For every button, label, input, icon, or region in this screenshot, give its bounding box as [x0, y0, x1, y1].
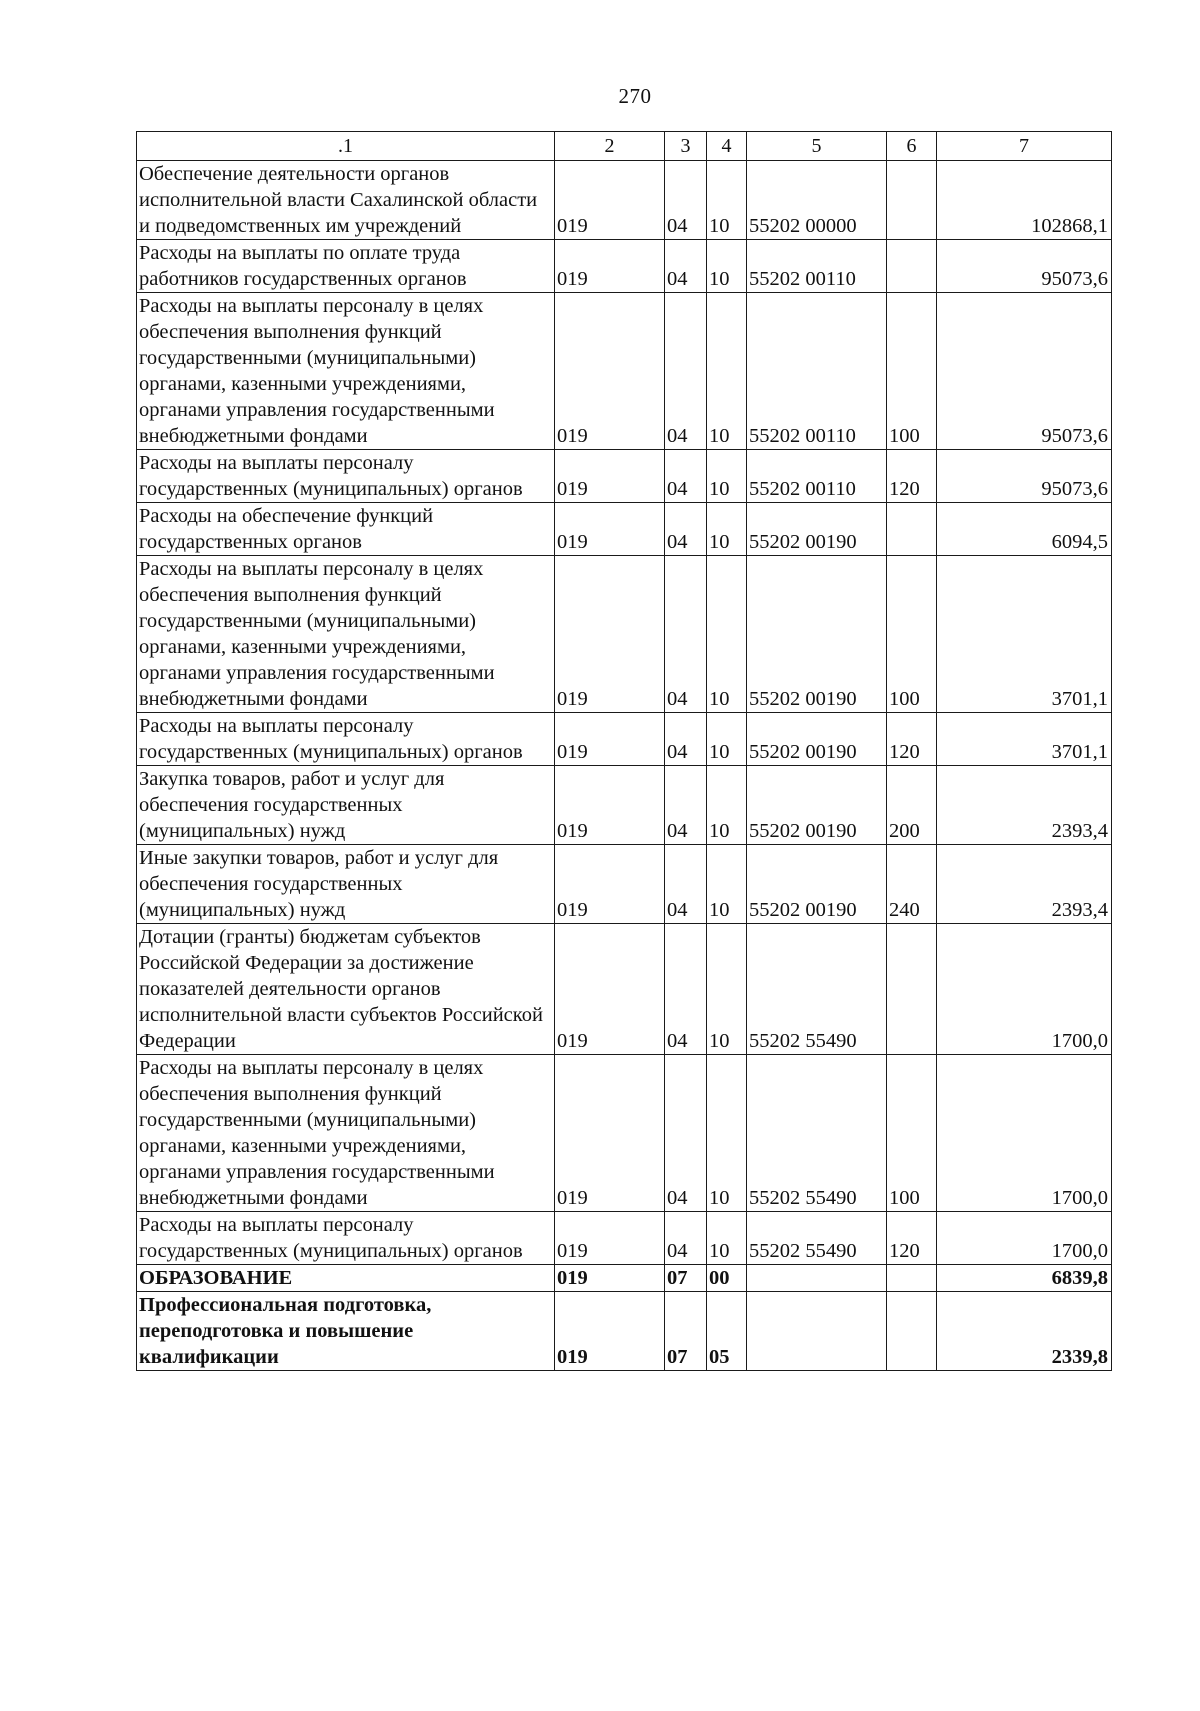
- target-article-code: 55202 00190: [747, 845, 887, 924]
- amount-value: 3701,1: [937, 556, 1112, 713]
- section-code: 04: [665, 924, 707, 1055]
- section-code: 04: [665, 293, 707, 450]
- ministry-code: 019: [555, 1055, 665, 1212]
- section-code: 04: [665, 503, 707, 556]
- table-row: [137, 161, 1112, 240]
- expense-item-name: Расходы на обеспечение функций государственных органов: [137, 503, 555, 556]
- subsection-code: 00: [707, 1265, 747, 1292]
- target-article-code: 55202 00110: [747, 450, 887, 503]
- target-article-code: [747, 1265, 887, 1292]
- ministry-code: 019: [555, 1212, 665, 1265]
- table-row: [137, 293, 1112, 450]
- table-row: [137, 556, 1112, 713]
- section-code: 04: [665, 161, 707, 240]
- expense-type-code: 120: [887, 1212, 937, 1265]
- section-code: 04: [665, 556, 707, 713]
- expense-item-name: Расходы на выплаты персоналу государственных (муниципальных) органов: [137, 450, 555, 503]
- target-article-code: 55202 00190: [747, 503, 887, 556]
- ministry-code: 019: [555, 845, 665, 924]
- amount-value: 95073,6: [937, 240, 1112, 293]
- ministry-code: 019: [555, 766, 665, 845]
- ministry-code: 019: [555, 293, 665, 450]
- ministry-code: 019: [555, 713, 665, 766]
- ministry-code: 019: [555, 240, 665, 293]
- expense-item-name: Расходы на выплаты персоналу государственных (муниципальных) органов: [137, 1212, 555, 1265]
- subsection-code: 10: [707, 713, 747, 766]
- section-code: 04: [665, 845, 707, 924]
- page-number: 270: [618, 84, 652, 108]
- expense-item-name: Дотации (гранты) бюджетам субъектов Российской Федерации за достижение показателей деятельности органов исполнительной власти субъектов Российской Федерации: [137, 924, 555, 1055]
- subsection-code: 10: [707, 845, 747, 924]
- expense-item-name: Иные закупки товаров, работ и услуг для обеспечения государственных (муниципальных) нужд: [137, 845, 555, 924]
- expense-type-code: 120: [887, 450, 937, 503]
- target-article-code: 55202 00190: [747, 713, 887, 766]
- table-row: [137, 1292, 1112, 1371]
- section-code: 07: [665, 1292, 707, 1371]
- subsection-code: 10: [707, 293, 747, 450]
- subsection-code: 10: [707, 240, 747, 293]
- expense-type-code: [887, 1292, 937, 1371]
- amount-value: 2339,8: [937, 1292, 1112, 1371]
- amount-value: 1700,0: [937, 1055, 1112, 1212]
- table-row: [137, 240, 1112, 293]
- section-code: 04: [665, 766, 707, 845]
- column-header: .1: [137, 132, 555, 161]
- expense-item-name: Закупка товаров, работ и услуг для обеспечения государственных (муниципальных) нужд: [137, 766, 555, 845]
- table-header-row: [137, 132, 1112, 161]
- expense-type-code: [887, 240, 937, 293]
- amount-value: 3701,1: [937, 713, 1112, 766]
- expense-item-name: Обеспечение деятельности органов исполнительной власти Сахалинской области и подведомственных им учреждений: [137, 161, 555, 240]
- subsection-code: 10: [707, 503, 747, 556]
- column-header: 2: [555, 132, 665, 161]
- subsection-code: 10: [707, 450, 747, 503]
- table-row: [137, 766, 1112, 845]
- section-code: 07: [665, 1265, 707, 1292]
- budget-table: [136, 131, 1112, 1371]
- column-header: 7: [937, 132, 1112, 161]
- table-row: [137, 450, 1112, 503]
- expense-item-name: ОБРАЗОВАНИЕ: [137, 1265, 555, 1292]
- expense-item-name: Расходы на выплаты персоналу в целях обеспечения выполнения функций государственными (муниципальными) органами, казенными учреждениями, органами управления государственными внебюджетными фондами: [137, 556, 555, 713]
- target-article-code: [747, 1292, 887, 1371]
- table-row: [137, 503, 1112, 556]
- expense-item-name: Профессиональная подготовка, переподготовка и повышение квалификации: [137, 1292, 555, 1371]
- section-code: 04: [665, 1055, 707, 1212]
- subsection-code: 05: [707, 1292, 747, 1371]
- column-header: 3: [665, 132, 707, 161]
- subsection-code: 10: [707, 556, 747, 713]
- target-article-code: 55202 00110: [747, 293, 887, 450]
- amount-value: 6094,5: [937, 503, 1112, 556]
- expense-item-name: Расходы на выплаты персоналу в целях обеспечения выполнения функций государственными (муниципальными) органами, казенными учреждениями, органами управления государственными внебюджетными фондами: [137, 293, 555, 450]
- expense-type-code: [887, 924, 937, 1055]
- subsection-code: 10: [707, 1212, 747, 1265]
- amount-value: 2393,4: [937, 845, 1112, 924]
- table-row: [137, 1055, 1112, 1212]
- ministry-code: 019: [555, 924, 665, 1055]
- target-article-code: 55202 55490: [747, 1212, 887, 1265]
- subsection-code: 10: [707, 1055, 747, 1212]
- column-header: 6: [887, 132, 937, 161]
- column-header: 5: [747, 132, 887, 161]
- target-article-code: 55202 00110: [747, 240, 887, 293]
- column-header: 4: [707, 132, 747, 161]
- expense-type-code: [887, 1265, 937, 1292]
- section-code: 04: [665, 240, 707, 293]
- ministry-code: 019: [555, 161, 665, 240]
- table-row: [137, 1212, 1112, 1265]
- expense-item-name: Расходы на выплаты персоналу в целях обеспечения выполнения функций государственными (муниципальными) органами, казенными учреждениями, органами управления государственными внебюджетными фондами: [137, 1055, 555, 1212]
- ministry-code: 019: [555, 556, 665, 713]
- target-article-code: 55202 00190: [747, 766, 887, 845]
- expense-type-code: [887, 503, 937, 556]
- ministry-code: 019: [555, 1265, 665, 1292]
- subsection-code: 10: [707, 924, 747, 1055]
- amount-value: 1700,0: [937, 1212, 1112, 1265]
- table-body: [137, 161, 1112, 1371]
- expense-type-code: 240: [887, 845, 937, 924]
- expense-item-name: Расходы на выплаты персоналу государственных (муниципальных) органов: [137, 713, 555, 766]
- amount-value: 6839,8: [937, 1265, 1112, 1292]
- amount-value: 95073,6: [937, 293, 1112, 450]
- section-code: 04: [665, 1212, 707, 1265]
- subsection-code: 10: [707, 161, 747, 240]
- target-article-code: 55202 55490: [747, 1055, 887, 1212]
- target-article-code: 55202 00190: [747, 556, 887, 713]
- ministry-code: 019: [555, 503, 665, 556]
- expense-item-name: Расходы на выплаты по оплате труда работников государственных органов: [137, 240, 555, 293]
- amount-value: 2393,4: [937, 766, 1112, 845]
- table-row: [137, 845, 1112, 924]
- expense-type-code: 200: [887, 766, 937, 845]
- amount-value: 1700,0: [937, 924, 1112, 1055]
- table-row: [137, 713, 1112, 766]
- table-row: [137, 924, 1112, 1055]
- expense-type-code: 100: [887, 293, 937, 450]
- expense-type-code: 100: [887, 1055, 937, 1212]
- section-code: 04: [665, 713, 707, 766]
- target-article-code: 55202 00000: [747, 161, 887, 240]
- section-code: 04: [665, 450, 707, 503]
- table-row: [137, 1265, 1112, 1292]
- target-article-code: 55202 55490: [747, 924, 887, 1055]
- amount-value: 102868,1: [937, 161, 1112, 240]
- expense-type-code: 100: [887, 556, 937, 713]
- expense-type-code: [887, 161, 937, 240]
- expense-type-code: 120: [887, 713, 937, 766]
- subsection-code: 10: [707, 766, 747, 845]
- ministry-code: 019: [555, 1292, 665, 1371]
- amount-value: 95073,6: [937, 450, 1112, 503]
- ministry-code: 019: [555, 450, 665, 503]
